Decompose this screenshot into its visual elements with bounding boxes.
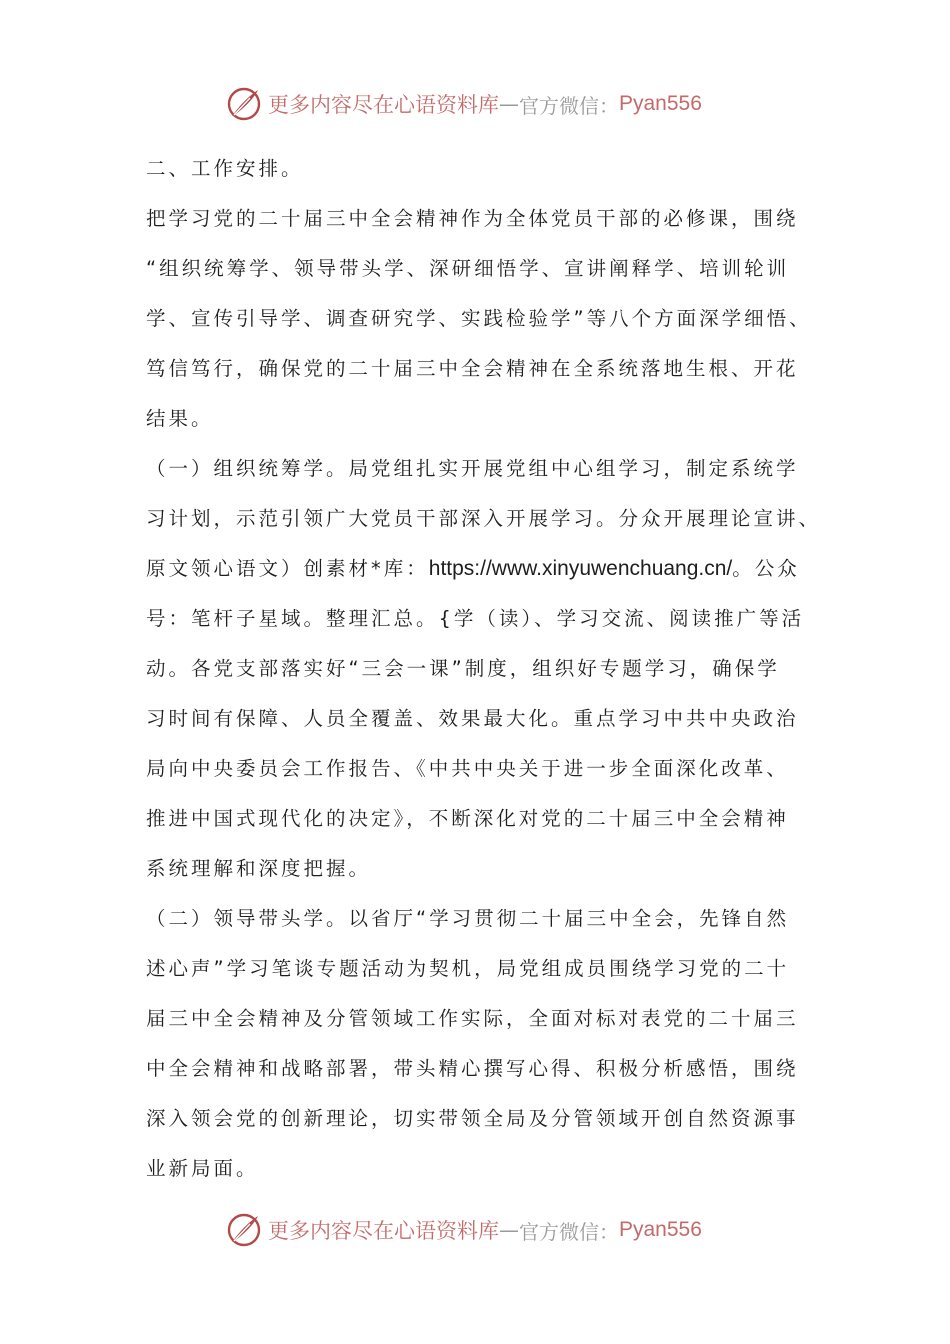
banner-official-label: 官方微信： [519, 93, 619, 118]
text-line: 推进中国式现代化的决定》，不断深化对党的二十届三中全会精神 [146, 807, 789, 830]
text-line: 届三中全会精神及分管领域工作实际，全面对标对表党的二十届三 [146, 1007, 799, 1030]
line-suffix: 。公众 [732, 557, 800, 580]
text-line: （二）领导带头学。以省厅“学习贯彻二十届三中全会，先锋自然 [146, 907, 790, 930]
quill-logo-icon [226, 1212, 262, 1248]
text-line: （一）组织统筹学。局党组扎实开展党组中心组学习，制定系统学 [146, 457, 799, 480]
text-line: 习时间有保障、人员全覆盖、效果最大化。重点学习中共中央政治 [146, 707, 799, 730]
banner-separator: — [499, 92, 519, 116]
banner-slogan: 更多内容尽在心语资料库 [268, 1219, 499, 1243]
banner-slogan: 更多内容尽在心语资料库 [268, 93, 499, 117]
banner-official-label: 官方微信： [519, 1219, 619, 1244]
text-line: 系统理解和深度把握。 [146, 857, 372, 880]
text-line: 述心声”学习笔谈专题活动为契机，局党组成员围绕学习党的二十 [146, 957, 790, 980]
banner-wechat-id: Pyan556 [619, 1218, 702, 1241]
text-line-with-link [146, 544, 816, 594]
banner-content [226, 84, 702, 124]
text-line: 业新局面。 [146, 1157, 259, 1180]
text-line: 深入领会党的创新理论，切实带领全局及分管领域开创自然资源事 [146, 1107, 799, 1130]
quill-logo-icon [226, 86, 262, 122]
heading-text: 二、工作安排。 [146, 157, 304, 180]
text-line: 把学习党的二十届三中全会精神作为全体党员干部的必修课，围绕 [146, 207, 799, 230]
banner-separator: — [499, 1218, 519, 1242]
footer-banner [0, 1210, 950, 1250]
text-line: 学、宣传引导学、调查研究学、实践检验学”等八个方面深学细悟、 [146, 307, 812, 330]
text-line: 笃信笃行，确保党的二十届三中全会精神在全系统落地生根、开花 [146, 357, 799, 380]
text-line: “组织统筹学、领导带头学、深研细悟学、宣讲阐释学、培训轮训 [146, 257, 790, 280]
website-url: https://www.xinyuwenchuang.cn/ [428, 557, 733, 580]
text-line: 结果。 [146, 407, 214, 430]
text-line: 习计划，示范引领广大党员干部深入开展学习。分众开展理论宣讲、 [146, 507, 822, 530]
header-banner [0, 84, 950, 124]
document-body [146, 144, 822, 1194]
section-2-paragraph [146, 894, 816, 1194]
section-heading [146, 144, 816, 194]
banner-wechat-id: Pyan556 [619, 92, 702, 115]
intro-paragraph [146, 194, 816, 444]
text-line: 局向中央委员会工作报告、《中共中央关于进一步全面深化改革、 [146, 757, 789, 780]
section-1-paragraph [146, 444, 822, 894]
banner-content [226, 1210, 702, 1250]
text-line: 动。各党支部落实好“三会一课”制度，组织好专题学习，确保学 [146, 657, 780, 680]
text-line: 号：笔杆子星域。整理汇总。{学（读）、学习交流、阅读推广等活 [146, 607, 805, 630]
text-line: 中全会精神和战略部署，带头精心撰写心得、积极分析感悟，围绕 [146, 1057, 799, 1080]
line-prefix: 原文领心语文）创素材*库： [146, 557, 429, 580]
